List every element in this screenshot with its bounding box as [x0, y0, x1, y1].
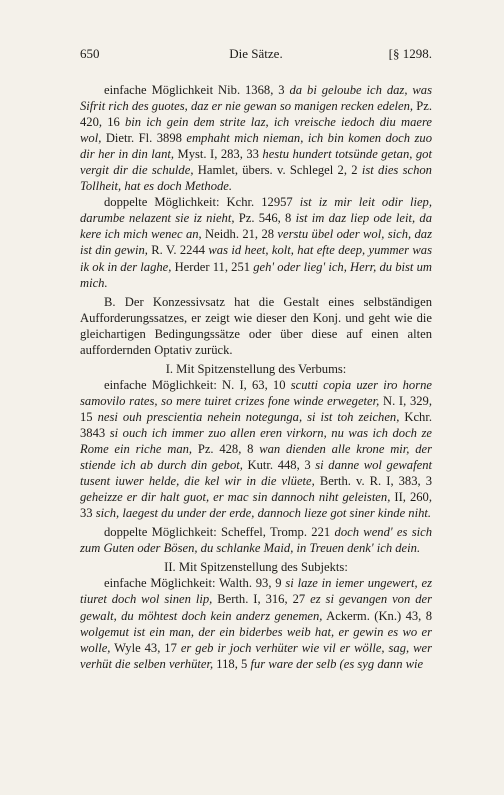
- text-run: Kutr. 448, 3: [242, 458, 316, 473]
- text-run: einfache Möglichkeit: N. I, 63, 10: [104, 377, 291, 392]
- italic-text: geh' oder lieg' ich, Herr, du bist um mich.: [80, 259, 432, 290]
- section-marker: [§ 1298.: [388, 46, 432, 61]
- italic-text: bin ich gein dem strite laz, ich vreische iedoch diu maere wol,: [80, 115, 432, 146]
- paragraph: [80, 194, 432, 290]
- text-run: doppelte Möglichkeit: Kchr. 12957: [104, 195, 300, 210]
- text-run: Herder 11, 251: [171, 259, 254, 274]
- text-run: Berth. I, 316, 27: [212, 592, 311, 607]
- text-run: Pz. 428, 8: [192, 442, 260, 457]
- text-run: Myst. I, 283, 33: [174, 147, 263, 162]
- text-run: II. Mit Spitzenstellung des Subjekts:: [164, 560, 348, 575]
- italic-text: si danne wol gewafent tusent iuwer helde, die kel wir in die vlüete,: [80, 458, 432, 489]
- italic-text: wolgemut ist ein man, der ein biderbes weib hat, er gewin es wo er wolle,: [80, 624, 432, 655]
- italic-text: ist im daz liep ode leit, da kere ich mich wenec an,: [80, 211, 433, 242]
- text-run: R. V. 2244: [147, 243, 209, 258]
- italic-text: verstu übel oder wol, sich, daz ist din gewin,: [80, 227, 432, 258]
- text-run: Wyle 43, 17: [110, 640, 181, 655]
- text-run: Dietr. Fl. 3898: [101, 131, 187, 146]
- italic-text: wan dienden alle krone mir, der stiende ich ab durch din gebot,: [80, 442, 433, 473]
- page-number: 650: [80, 46, 100, 61]
- text-run: einfache Möglichkeit: Walth. 93, 9: [104, 576, 286, 591]
- italic-text: ist iz mir leit odir liep, darumbe nelazent sie iz nieht,: [80, 195, 432, 226]
- italic-text: was id heet, kolt, hat efte deep, yummer was ik ok in der laghe,: [80, 243, 432, 274]
- text-run: einfache Möglichkeit Nib. 1368, 3: [104, 83, 290, 97]
- text-run: Pz. 420, 16: [80, 99, 432, 130]
- italic-text: emphaht mich nieman, ich bin komen doch zuo dir her in din lant,: [80, 131, 432, 162]
- paragraph: [80, 294, 432, 358]
- text-run: II, 260, 33: [80, 490, 432, 521]
- text-run: Pz. 546, 8: [234, 211, 296, 226]
- paragraph: [80, 524, 432, 556]
- italic-text: fur ware der selb (es syg dann wie: [250, 656, 424, 671]
- text-run: doppelte Möglichkeit: Scheffel, Tromp. 221: [104, 525, 335, 540]
- running-header: [80, 46, 432, 62]
- italic-text: ist dies schon Tollheit, hat es doch Methode.: [80, 163, 432, 194]
- text-run: 118, 5: [213, 656, 251, 671]
- paragraph: [80, 559, 432, 575]
- text-run: Hamlet, übers. v. Schlegel 2, 2: [193, 163, 362, 178]
- italic-text: ez si gevangen von der gewalt, du möhtest doch kein anderz genemen,: [80, 592, 432, 623]
- italic-text: da bi geloube ich daz, was Sifrit rich des guotes, daz er nie gewan so manigen recken edelen,: [80, 83, 432, 114]
- text-run: Kchr. 3843: [80, 409, 432, 440]
- italic-text: scutti copia uzer iro horne samovilo rates, so mere tuiret crizes fone winde erwegeter,: [80, 377, 432, 408]
- paragraph: [80, 361, 432, 377]
- text-run: B. Der Konzessivsatz hat die Gestalt eines selbständigen Aufforderungssatzes, er zeigt wie dieser den Konj. und geht wie die gleichartigen Bedingungssätze oder über diese auf einen alten auffordernden Optativ zurück.: [80, 294, 432, 357]
- italic-text: nesi ouh prescientia nehein notegunga, si ist toh zeichen,: [97, 409, 400, 424]
- italic-text: hestu hundert totsünde getan, got vergit dir die schulde,: [80, 147, 432, 178]
- text-run: Neidh. 21, 28: [201, 227, 278, 242]
- running-title: Die Sätze.: [229, 46, 283, 61]
- italic-text: si ouch ich immer zuo allen eren virkorn, nu was ich doch ze Rome ein riche man,: [80, 425, 432, 457]
- paragraph: [80, 377, 432, 521]
- paragraph: [80, 575, 432, 671]
- text-run: I. Mit Spitzenstellung des Verbums:: [165, 361, 347, 376]
- text-run: Ackerm. (Kn.) 43, 8: [322, 608, 432, 623]
- paragraph: [80, 82, 432, 194]
- italic-text: sich, laegest du under der erde, dannoch lieze got siner kinde niht.: [95, 506, 432, 521]
- italic-text: geheizze er dir halt guot, er mac sin dannoch niht geleisten,: [80, 490, 391, 505]
- page-body: [80, 82, 432, 672]
- text-run: Berth. v. R. I, 383, 3: [314, 474, 433, 489]
- italic-text: si laze in iemer ungewert, ez tiuret doch wol sinen lip,: [80, 576, 432, 607]
- text-run: N. I, 329, 15: [80, 393, 432, 424]
- italic-text: doch wend' es sich zum Guten oder Bösen, du schlanke Maid, in Treuen denk' ich dein.: [80, 525, 432, 556]
- italic-text: er geb ir joch verhüter wie vil er wölle, sag, wer verhüt die selben verhüter,: [80, 640, 433, 671]
